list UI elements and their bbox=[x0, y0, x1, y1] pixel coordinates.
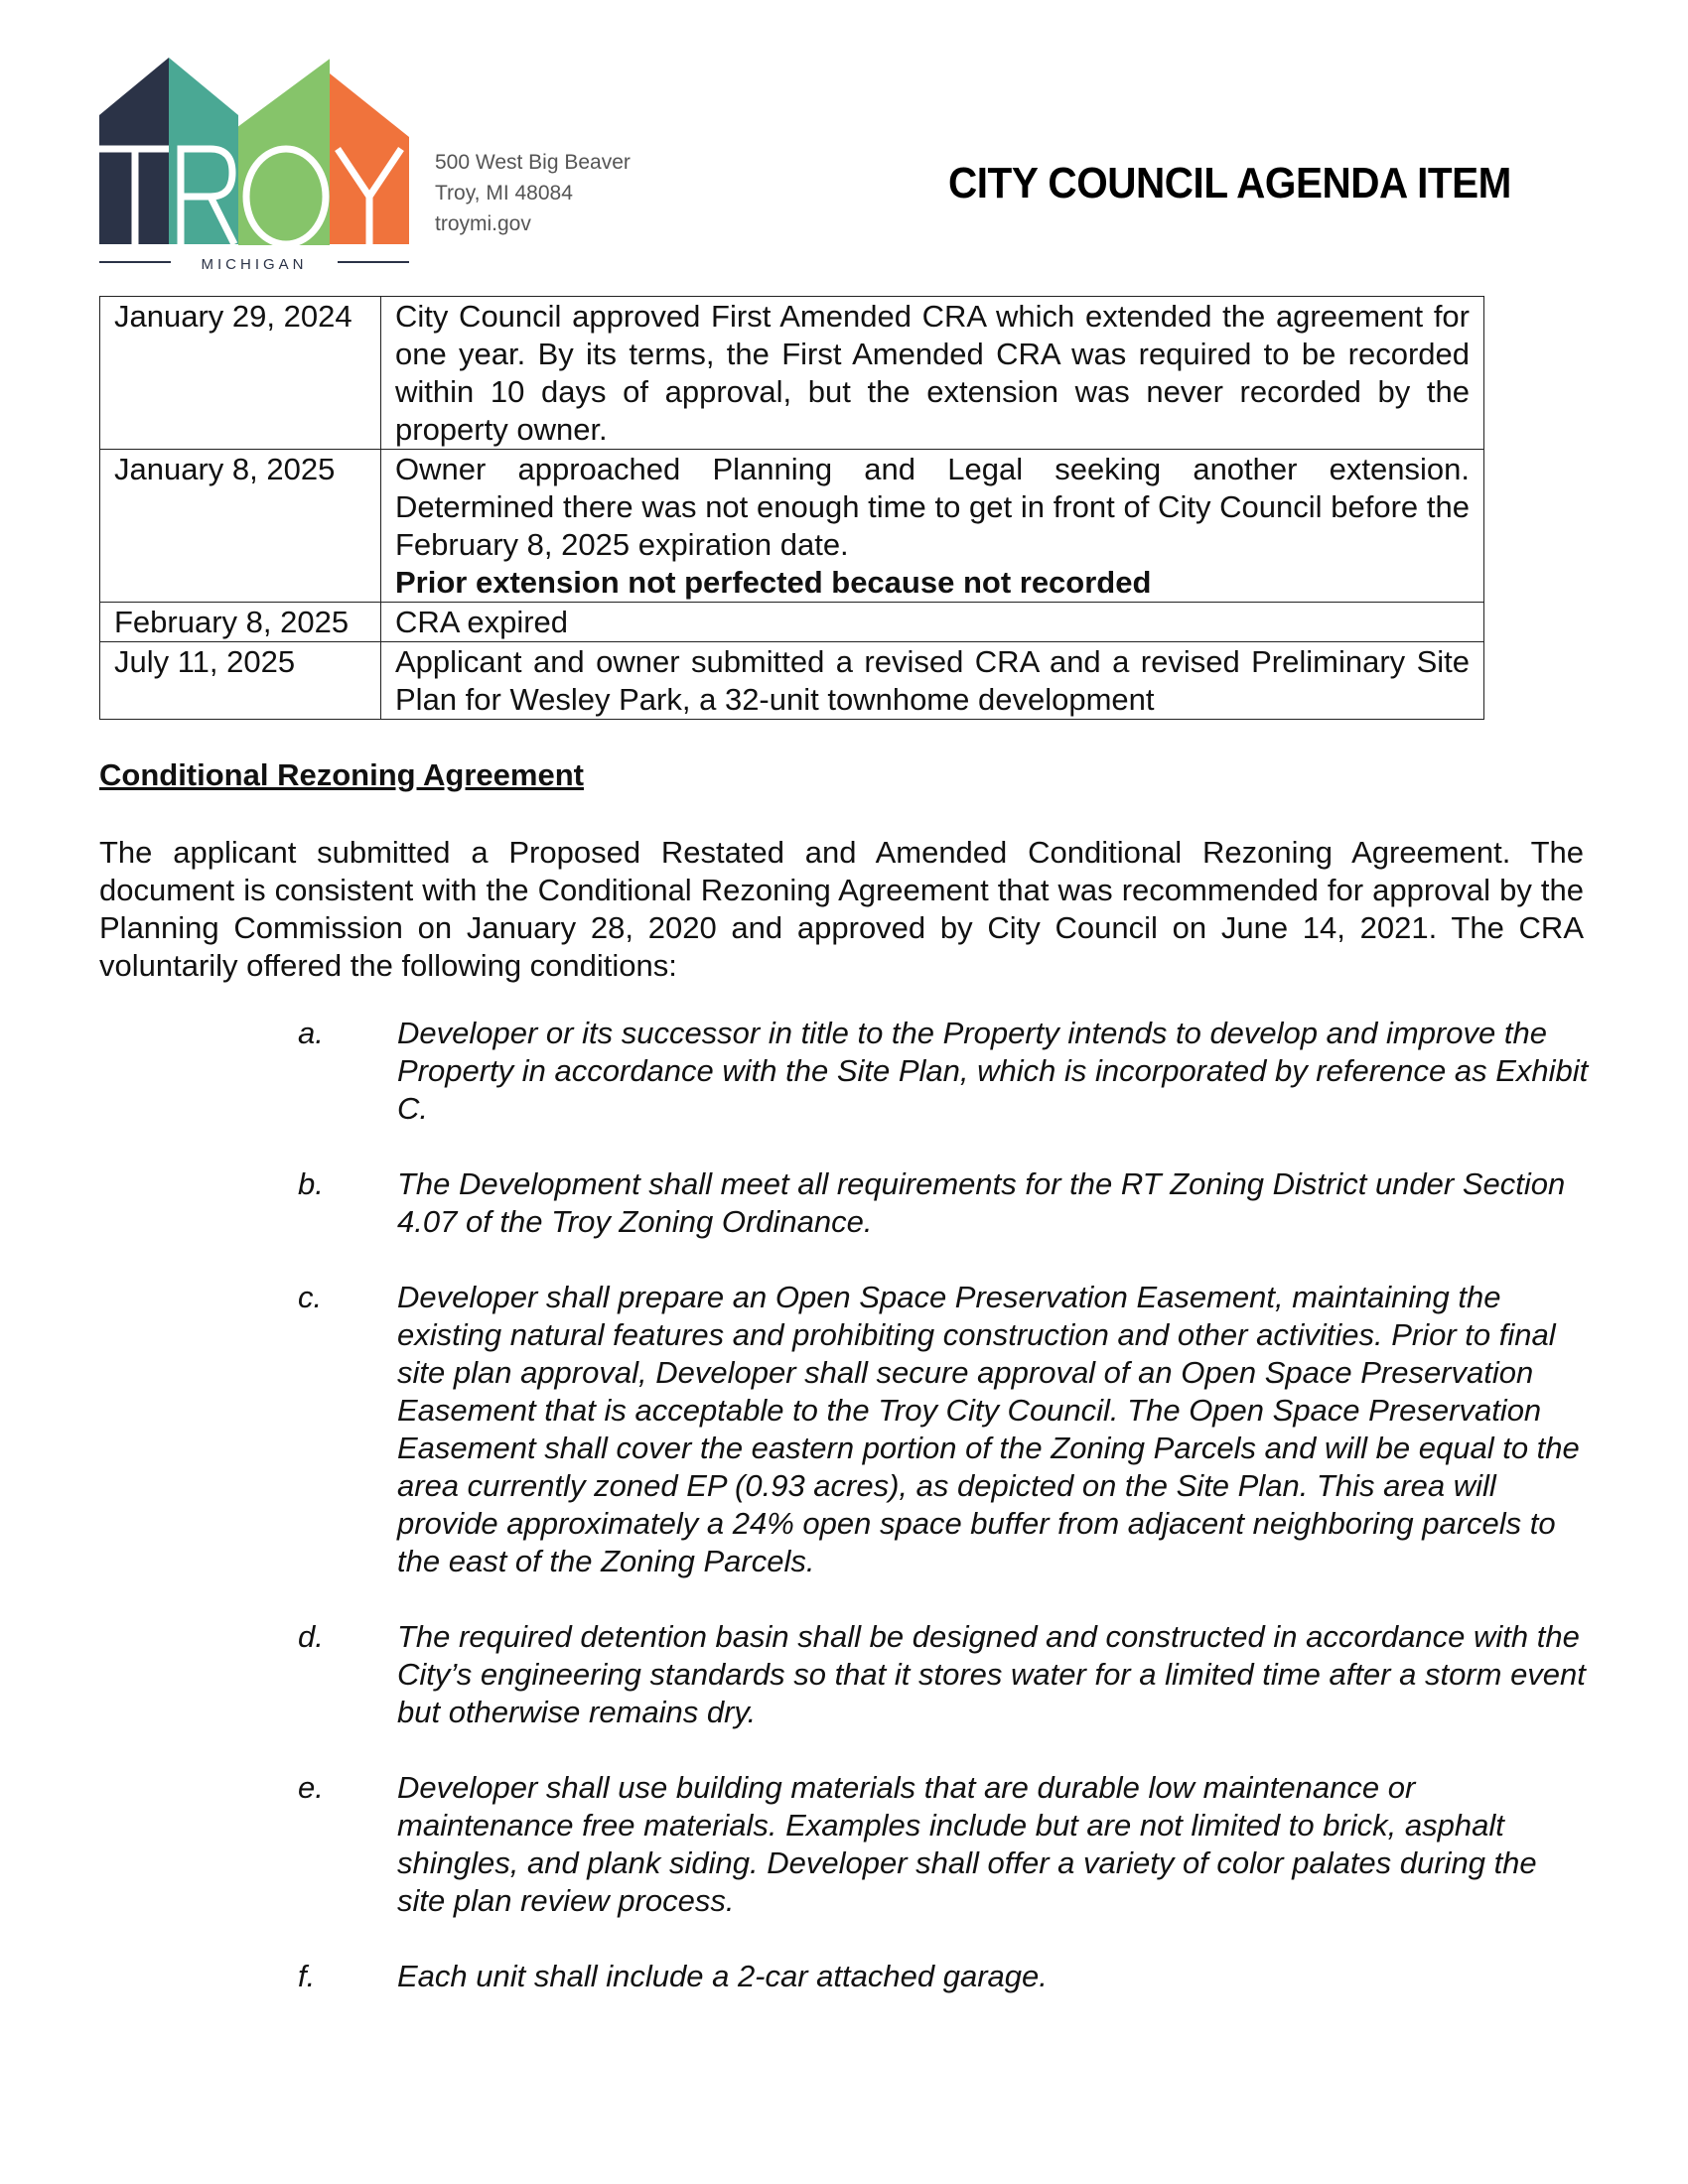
condition-text: Developer or its successor in title to the Property intends to develop and improve the Property in accordance with the Site Plan, which is incorporated by reference as Exhibit C. bbox=[397, 1016, 1589, 1126]
condition-letter: b. bbox=[298, 1166, 324, 1201]
intro-paragraph: The applicant submitted a Proposed Restated and Amended Conditional Rezoning Agreement. The document is consistent with the Conditional Rezoning Agreement that was recommended for approval by the Planning Commission on January 28, 2020 and approved by City Council on June 14, 2021. The CRA voluntarily offered the following conditions: bbox=[99, 835, 1584, 983]
condition-letter: f. bbox=[298, 1959, 316, 1993]
table-row bbox=[100, 450, 1484, 603]
date-cell: January 8, 2025 bbox=[100, 450, 381, 603]
description-cell: Applicant and owner submitted a revised CRA and a revised Preliminary Site Plan for Wesley Park, a 32-unit townhome development bbox=[381, 642, 1484, 720]
description-cell: City Council approved First Amended CRA which extended the agreement for one year. By its terms, the First Amended CRA was required to be recorded within 10 days of approval, but the extension was never recorded by the property owner. bbox=[381, 297, 1484, 450]
section-heading: Conditional Rezoning Agreement bbox=[99, 757, 584, 792]
date-cell: January 29, 2024 bbox=[100, 297, 381, 450]
condition-text: Developer shall prepare an Open Space Preservation Easement, maintaining the existing natural features and prohibiting construction and other activities. Prior to final site plan approval, Developer shall secure approval of an Open Space Preservation Easement that is acceptable to the Troy City Council. The Open Space Preservation Easement shall cover the eastern portion of the Zoning Parcels and will be equal to the area currently zoned EP (0.93 acres), as depicted on the Site Plan. This area will provide approximately a 24% open space buffer from adjacent neighboring parcels to the east of the Zoning Parcels. bbox=[397, 1280, 1580, 1578]
condition-letter: c. bbox=[298, 1280, 323, 1314]
description-text: Owner approached Planning and Legal seeking another extension. Determined there was not enough time to get in front of City Council before the February 8, 2025 expiration date. bbox=[395, 452, 1470, 562]
troy-michigan-logo bbox=[99, 58, 409, 274]
condition-letter: d. bbox=[298, 1619, 324, 1654]
description-note: Prior extension not perfected because not recorded bbox=[395, 565, 1152, 600]
date-cell: February 8, 2025 bbox=[100, 603, 381, 642]
condition-text: Each unit shall include a 2-car attached garage. bbox=[397, 1959, 1048, 1993]
condition-letter: e. bbox=[298, 1770, 324, 1805]
description-cell: CRA expired bbox=[381, 603, 1484, 642]
address-block bbox=[435, 147, 631, 239]
condition-text: Developer shall use building materials that are durable low maintenance or maintenance free materials. Examples include but are not limited to brick, asphalt shingles, and plank siding. Developer shall offer a variety of color palates during the site plan review process. bbox=[397, 1770, 1537, 1918]
address-line: Troy, MI 48084 bbox=[435, 182, 573, 205]
website-line: troymi.gov bbox=[435, 212, 531, 235]
description-cell bbox=[381, 450, 1484, 603]
condition-letter: a. bbox=[298, 1016, 324, 1050]
address-line: 500 West Big Beaver bbox=[435, 151, 631, 174]
timeline-table bbox=[99, 296, 1484, 720]
page-title: CITY COUNCIL AGENDA ITEM bbox=[948, 159, 1511, 207]
condition-text: The required detention basin shall be designed and constructed in accordance with the City’s engineering standards so that it stores water for a limited time after a storm event but otherwise remains dry. bbox=[397, 1619, 1586, 1729]
table-row bbox=[100, 642, 1484, 720]
date-cell: July 11, 2025 bbox=[100, 642, 381, 720]
table-row bbox=[100, 297, 1484, 450]
svg-text:MICHIGAN: MICHIGAN bbox=[201, 256, 308, 273]
table-row bbox=[100, 603, 1484, 642]
condition-text: The Development shall meet all requirements for the RT Zoning District under Section 4.07 of the Troy Zoning Ordinance. bbox=[397, 1166, 1566, 1239]
